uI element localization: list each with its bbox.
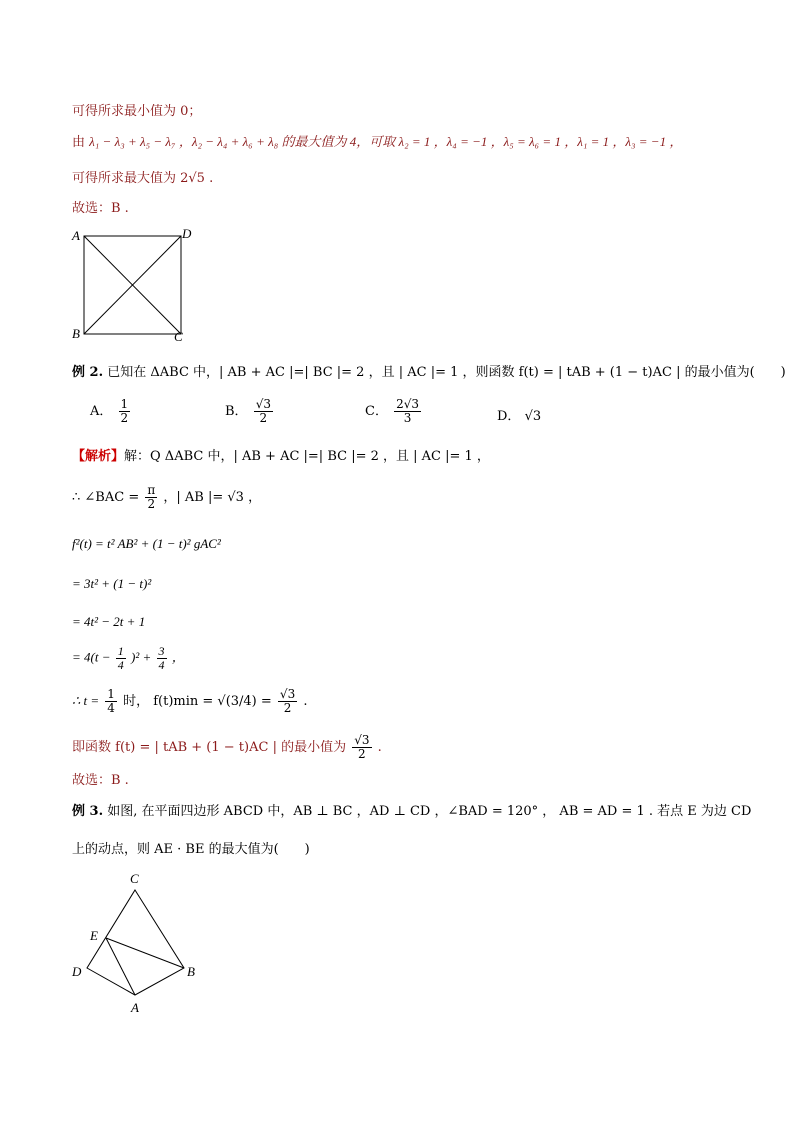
solution-text-line: 可得所求最大值为 2√5 . <box>72 171 214 186</box>
numerator: √3 <box>354 733 370 747</box>
text-fragment: 由 <box>72 135 86 150</box>
numerator: √3 <box>255 397 271 411</box>
text-fragment: ∴ t = <box>72 693 100 708</box>
vertex-label-a: A <box>72 228 80 243</box>
question-text: 已知在 ΔABC 中，| AB + AC |=| BC |= 2 ，且 | AC |= 1 ，则函数 f(t) = | tAB + (1 − t)AC | 的最小值为( ) <box>107 365 786 380</box>
example-label: 例 2. <box>72 365 104 380</box>
fraction <box>119 398 131 425</box>
text-fragment: 时， f(t)min = √(3/4) = <box>123 694 272 709</box>
answer-line: 故选：B . <box>72 201 129 216</box>
fraction <box>105 688 117 715</box>
solution-text-line: 可得所求最小值为 0； <box>72 104 202 119</box>
question-text: 如图, 在平面四边形 ABCD 中，AB ⊥ BC ，AD ⊥ CD ，∠BAD = 120° ， AB = AD = 1 . 若点 E 为边 CD <box>107 804 752 819</box>
answer-line: 故选：B . <box>72 773 129 788</box>
segment-eb <box>106 938 184 968</box>
analysis-label: 【解析】 <box>72 449 125 464</box>
vertex-label-e: E <box>90 928 98 943</box>
text-fragment: ，| AB |= √3 ， <box>163 490 262 505</box>
example-label: 例 3. <box>72 804 104 819</box>
numerator: √3 <box>279 687 296 701</box>
solution-step: = 4t² − 2t + 1 <box>72 614 146 629</box>
choice-a[interactable] <box>90 398 132 425</box>
choice-b[interactable] <box>225 398 275 425</box>
choice-label: A． <box>90 404 113 419</box>
example-3-question-cont: 上的动点，则 AE · BE 的最大值为( ) <box>72 842 310 857</box>
fraction <box>145 484 157 511</box>
text-fragment: 即函数 f(t) = | tAB + (1 − t)AC | 的最小值为 <box>72 740 347 755</box>
choice-label: D． <box>497 409 521 424</box>
vertex-label-c: C <box>130 871 139 886</box>
choice-label: B． <box>225 404 248 419</box>
vertex-label-a: A <box>131 1000 139 1015</box>
text-fragment: ， <box>171 649 185 665</box>
example-3-question <box>72 803 751 821</box>
fraction <box>352 734 371 761</box>
solution-step <box>72 484 261 511</box>
solution-step <box>72 688 307 715</box>
text-fragment: ∴ ∠BAC = <box>72 490 140 505</box>
vertex-label-c: C <box>174 329 183 344</box>
fraction <box>254 398 273 425</box>
solution-start <box>72 448 490 466</box>
text-fragment: )² + <box>131 649 152 665</box>
solution-step: f²(t) = t² AB² + (1 − t)² gAC² <box>72 536 221 551</box>
text-fragment: = 4(t − <box>72 649 111 665</box>
vertex-label-b: B <box>187 964 195 979</box>
choice-c[interactable] <box>365 398 423 425</box>
example-2-question <box>72 364 786 382</box>
solution-text-line <box>72 133 682 152</box>
vertex-label-d: D <box>182 226 192 241</box>
numerator: 1 <box>107 687 115 701</box>
denominator: 4 <box>158 658 165 672</box>
denominator: 3 <box>403 411 412 425</box>
vertex-label-b: B <box>72 326 80 341</box>
choice-label: C． <box>365 404 388 419</box>
square-diagram <box>68 226 198 346</box>
denominator: 2 <box>120 411 129 425</box>
quadrilateral-abcd <box>87 890 184 995</box>
fraction <box>278 688 297 715</box>
denominator: 4 <box>117 658 124 672</box>
fraction <box>394 398 421 425</box>
denominator: 2 <box>147 497 156 511</box>
solution-text: 解：Q ΔABC 中，| AB + AC |=| BC |= 2 ，且 | AC |= 1 ， <box>124 449 490 464</box>
text-fragment: λ₁ − λ₃ + λ₅ − λ₇ ，λ₂ − λ₄ + λ₆ + λ₈ 的最大值为 4，可取 λ₂ = 1 ，λ₄ = −1 ，λ₅ = λ₆ = 1 ，λ₁ = 1 ，λ₃ = −1 ， <box>89 134 683 149</box>
choice-value: √3 <box>524 409 542 424</box>
text-fragment: . <box>377 740 382 755</box>
numerator: 1 <box>117 644 124 658</box>
solution-step: = 3t² + (1 − t)² <box>72 576 152 591</box>
fraction <box>157 645 167 672</box>
solution-conclusion <box>72 734 382 761</box>
denominator: 2 <box>283 701 292 715</box>
denominator: 2 <box>358 747 366 761</box>
denominator: 4 <box>107 701 115 715</box>
numerator: 2√3 <box>396 397 420 411</box>
choice-d[interactable] <box>497 405 541 424</box>
denominator: 2 <box>259 411 268 425</box>
numerator: π <box>147 483 156 497</box>
vertex-label-d: D <box>72 964 82 979</box>
numerator: 3 <box>158 644 165 658</box>
text-fragment: . <box>303 694 308 709</box>
numerator: 1 <box>120 397 129 411</box>
fraction <box>116 645 126 672</box>
quadrilateral-diagram <box>68 868 218 1018</box>
solution-step <box>72 645 185 672</box>
